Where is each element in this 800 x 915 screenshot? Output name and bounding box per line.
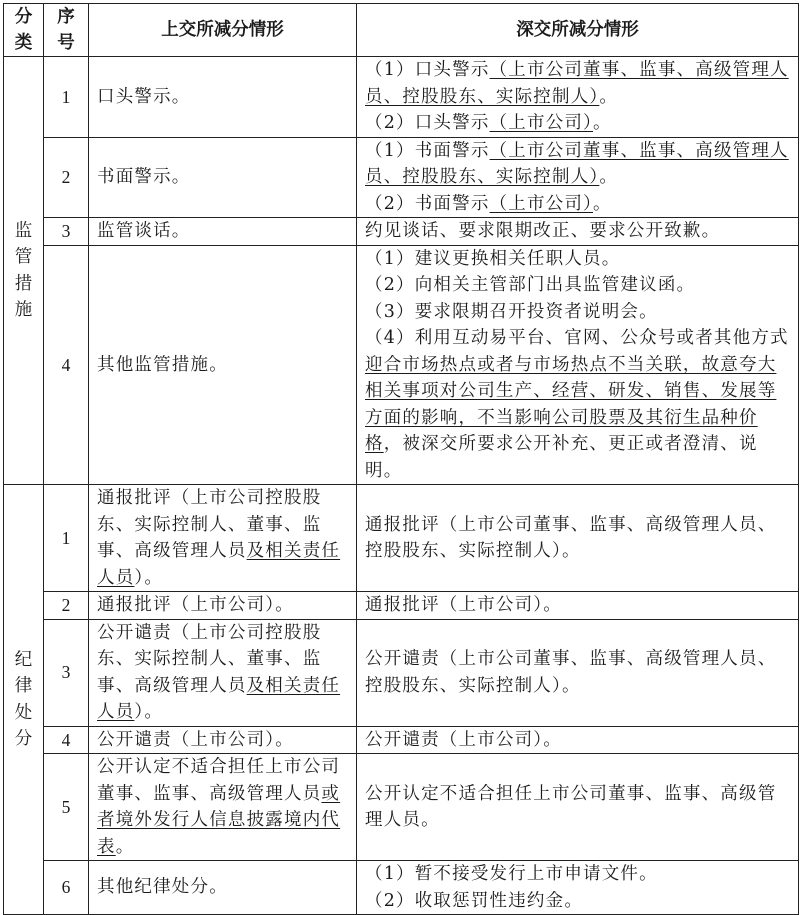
underlined-text: （上市公司） xyxy=(489,113,593,133)
category-cell xyxy=(4,57,44,485)
text-segment: ）。 xyxy=(134,567,164,588)
sse-cell xyxy=(89,245,357,485)
cell-line xyxy=(97,754,348,860)
header-szse: 深交所减分情形 xyxy=(357,4,799,57)
text-segment: 通报批评（上市公司）。 xyxy=(97,595,294,615)
text-segment: 书面警示。 xyxy=(97,167,191,187)
sse-cell xyxy=(89,592,357,620)
table-row xyxy=(4,57,799,138)
cell-line xyxy=(97,727,348,754)
row-number: 3 xyxy=(44,619,89,726)
cell-line xyxy=(365,646,790,699)
cell-line xyxy=(97,874,348,901)
szse-cell xyxy=(357,619,799,726)
row-number: 4 xyxy=(44,245,89,485)
text-segment: 公开谴责（上市公司）。 xyxy=(365,729,562,750)
szse-cell xyxy=(357,218,799,246)
text-segment: 约见谈话、要求限期改正、要求公开致歉。 xyxy=(365,221,721,241)
table-row xyxy=(4,485,799,592)
text-segment: （1）暂不接受发行上市申请文件。 xyxy=(365,864,658,884)
szse-cell xyxy=(357,726,799,754)
row-number: 6 xyxy=(44,861,89,915)
cell-line xyxy=(365,861,790,888)
text-segment: 监管谈话。 xyxy=(97,221,191,241)
cell-line xyxy=(365,512,790,565)
header-category: 分类 xyxy=(4,4,44,57)
szse-cell xyxy=(357,57,799,138)
sse-cell xyxy=(89,754,357,861)
sse-cell xyxy=(89,485,357,592)
underlined-text: 迎合市场热点或者与市场热点不当关联，故意夸大相关事项对公司生产、经营、研发、销售、发展等方面的影响，不当影响公司股票及其衍生品种价格 xyxy=(365,354,777,454)
table-body xyxy=(4,57,799,915)
text-segment: （1）口头警示 xyxy=(365,60,490,80)
table-row xyxy=(4,861,799,915)
cell-line xyxy=(97,164,348,191)
cell-line xyxy=(97,592,348,619)
row-number: 1 xyxy=(44,57,89,138)
cell-line xyxy=(97,352,348,379)
text-segment: 通报批评（上市公司）。 xyxy=(365,595,562,615)
cell-line xyxy=(365,246,790,273)
text-segment: 口头警示。 xyxy=(97,86,191,107)
underlined-text: （上市公司） xyxy=(489,193,593,214)
cell-line xyxy=(365,781,790,834)
header-number: 序号 xyxy=(44,4,89,57)
text-segment: 公开谴责（上市公司）。 xyxy=(97,729,294,750)
text-segment: （2）书面警示 xyxy=(365,193,490,214)
category-label: 纪律处分 xyxy=(14,649,33,749)
underlined-text: 及相关责任人员 xyxy=(97,675,341,722)
row-number: 3 xyxy=(44,218,89,246)
cell-line xyxy=(365,110,790,137)
text-segment: 公开认定不适合担任上市公司董事、监事、高级管理人员 xyxy=(97,757,341,804)
text-segment: （2）口头警示 xyxy=(365,113,490,133)
category-label: 监管措施 xyxy=(14,220,33,320)
underlined-text: （上市公司董事、监事、高级管理人员、控股股东、实际控制人） xyxy=(365,60,789,107)
text-segment: 。 xyxy=(599,167,619,187)
row-number: 1 xyxy=(44,485,89,592)
category-cell xyxy=(4,485,44,915)
text-segment: 公开谴责（上市公司控股股东、实际控制人、董事、监事、高级管理人员 xyxy=(97,622,322,696)
cell-line xyxy=(365,325,790,484)
cell-line xyxy=(365,57,790,110)
text-segment: 通报批评（上市公司董事、监事、高级管理人员、控股股东、实际控制人）。 xyxy=(365,514,777,561)
comparison-table xyxy=(3,3,799,915)
sse-cell xyxy=(89,137,357,218)
table-row xyxy=(4,726,799,754)
text-segment: （1）书面警示 xyxy=(365,140,490,161)
cell-line xyxy=(365,592,790,619)
text-segment: 其他纪律处分。 xyxy=(97,877,228,898)
text-segment: 。 xyxy=(115,836,135,857)
table-row xyxy=(4,592,799,620)
table-row xyxy=(4,754,799,861)
cell-line xyxy=(365,191,790,218)
szse-cell xyxy=(357,861,799,915)
text-segment: 。 xyxy=(593,193,612,214)
cell-line xyxy=(97,620,348,726)
table-row xyxy=(4,619,799,726)
text-segment: 。 xyxy=(599,86,619,107)
table-row xyxy=(4,218,799,246)
cell-line xyxy=(365,299,790,326)
sse-cell xyxy=(89,218,357,246)
sse-cell xyxy=(89,861,357,915)
text-segment: （3）要求限期召开投资者说明会。 xyxy=(365,301,658,322)
text-segment: 。 xyxy=(593,113,612,133)
row-number: 5 xyxy=(44,754,89,861)
cell-line xyxy=(365,272,790,299)
text-segment: 其他监管措施。 xyxy=(97,354,228,375)
sse-cell xyxy=(89,619,357,726)
header-row xyxy=(4,4,799,57)
cell-line xyxy=(365,218,790,245)
row-number: 2 xyxy=(44,137,89,218)
text-segment: （4）利用互动易平台、官网、公众号或者其他方式 xyxy=(365,328,789,348)
text-segment: 公开谴责（上市公司董事、监事、高级管理人员、控股股东、实际控制人）。 xyxy=(365,649,777,696)
szse-cell xyxy=(357,592,799,620)
text-segment: ）。 xyxy=(134,702,164,722)
cell-line xyxy=(365,888,790,915)
row-number: 2 xyxy=(44,592,89,620)
szse-cell xyxy=(357,245,799,485)
table-row xyxy=(4,245,799,485)
cell-line xyxy=(97,218,348,245)
text-segment: （1）建议更换相关任职人员。 xyxy=(365,248,621,269)
szse-cell xyxy=(357,754,799,861)
underlined-text: 或者境外发行人信息披露境内代表 xyxy=(97,783,341,857)
text-segment: （2）收取惩罚性违约金。 xyxy=(365,890,584,911)
underlined-text: 及相关责任人员 xyxy=(97,541,341,588)
cell-line xyxy=(365,138,790,191)
row-number: 4 xyxy=(44,726,89,754)
cell-line xyxy=(97,485,348,591)
szse-cell xyxy=(357,485,799,592)
text-segment: ，被深交所要求公开补充、更正或者澄清、说明。 xyxy=(365,434,758,481)
cell-line xyxy=(97,84,348,111)
header-sse: 上交所减分情形 xyxy=(89,4,357,57)
table-row xyxy=(4,137,799,218)
sse-cell xyxy=(89,57,357,138)
cell-line xyxy=(365,727,790,754)
sse-cell xyxy=(89,726,357,754)
text-segment: 通报批评（上市公司控股股东、实际控制人、董事、监事、高级管理人员 xyxy=(97,488,322,561)
szse-cell xyxy=(357,137,799,218)
text-segment: （2）向相关主管部门出具监管建议函。 xyxy=(365,275,696,295)
text-segment: 公开认定不适合担任上市公司董事、监事、高级管理人员。 xyxy=(365,783,777,830)
underlined-text: （上市公司董事、监事、高级管理人员、控股股东、实际控制人） xyxy=(365,140,789,187)
